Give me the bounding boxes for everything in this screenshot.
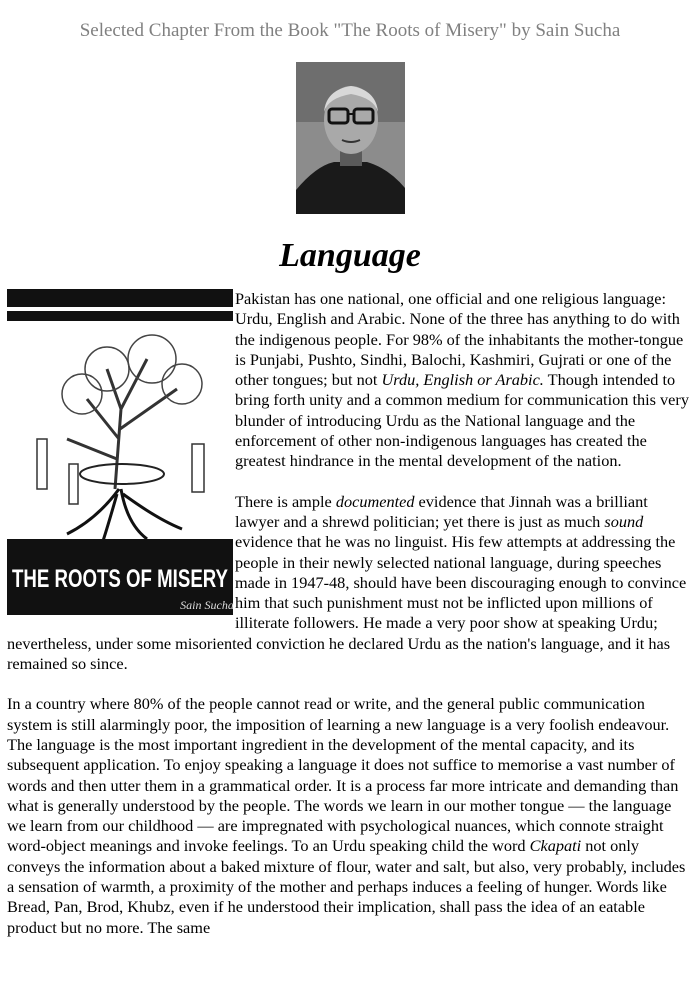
book-cover-title: THE ROOTS OF MISERY [12,565,229,593]
book-cover-signature: Sain Sucha [180,598,234,612]
paragraph-1: Pakistan has one national, one official and one religious language: Urdu, English and Arabic. None of the three has anything to do with the indigenous people. For 98% of the inhabitants the mother-tongue is Punjabi, Pushto, Sindhi, Balochi, Kashmiri, Gujrati or one of the other tongues; but not Urdu, English or Arabic. Though intended to bring forth unity and a common medium for communication this very blunder of introducing Urdu as the National language and the enforcement of other non-indigenous languages has created the greatest hindrance in the mental development of the nation. [235,289,689,471]
book-cover-image [7,289,233,615]
article-title: Language [279,237,421,274]
paragraph-2: There is ample documented evidence that Jinnah was a brilliant lawyer and a shrewd politician; yet there is just as much sound evidence that he was no linguist. His few attempts at addressing the people in their newly selected national language, during speeches made in 1947-48, should have been discouraging enough to convince him that such punishment must not be inflicted upon millions of illiterate followers. He made a very poor show at speaking Urdu; nevertheless, under some misoriented conviction he declared Urdu as the nation's language, and it has remained so since. [7,491,687,674]
paragraph-3: In a country where 80% of the people cannot read or write, and the general public communication system is still alarmingly poor, the imposition of learning a new language is a very foolish endeavour. The language is the most important ingredient in the development of the mental capacity, and its subsequent application. To enjoy speaking a language it does not suffice to memorise a vast number of words and then utter them in a grammatical order. It is a process far more intricate and demanding than what is generally understood by the people. The words we learn in our mother tongue — the language we learn from our childhood — are impregnated with psychological nuances, which connote straight word-object meanings and invoke feelings. To an Urdu speaking child the word Ckapati not only conveys the information about a baked mixture of flour, water and salt, but also, very probably, includes a sensation of warmth, a proximity of the mother and perhaps induces a feeling of hunger. Words like Bread, Pan, Brod, Khubz, even if he understood their implication, shall pass the idea of an eatable product but no more. The same [7,694,686,937]
page-header: Selected Chapter From the Book "The Roots of Misery" by Sain Sucha [79,20,621,41]
article-body [0,289,700,938]
portrait-container [0,62,700,214]
author-portrait [296,62,405,214]
